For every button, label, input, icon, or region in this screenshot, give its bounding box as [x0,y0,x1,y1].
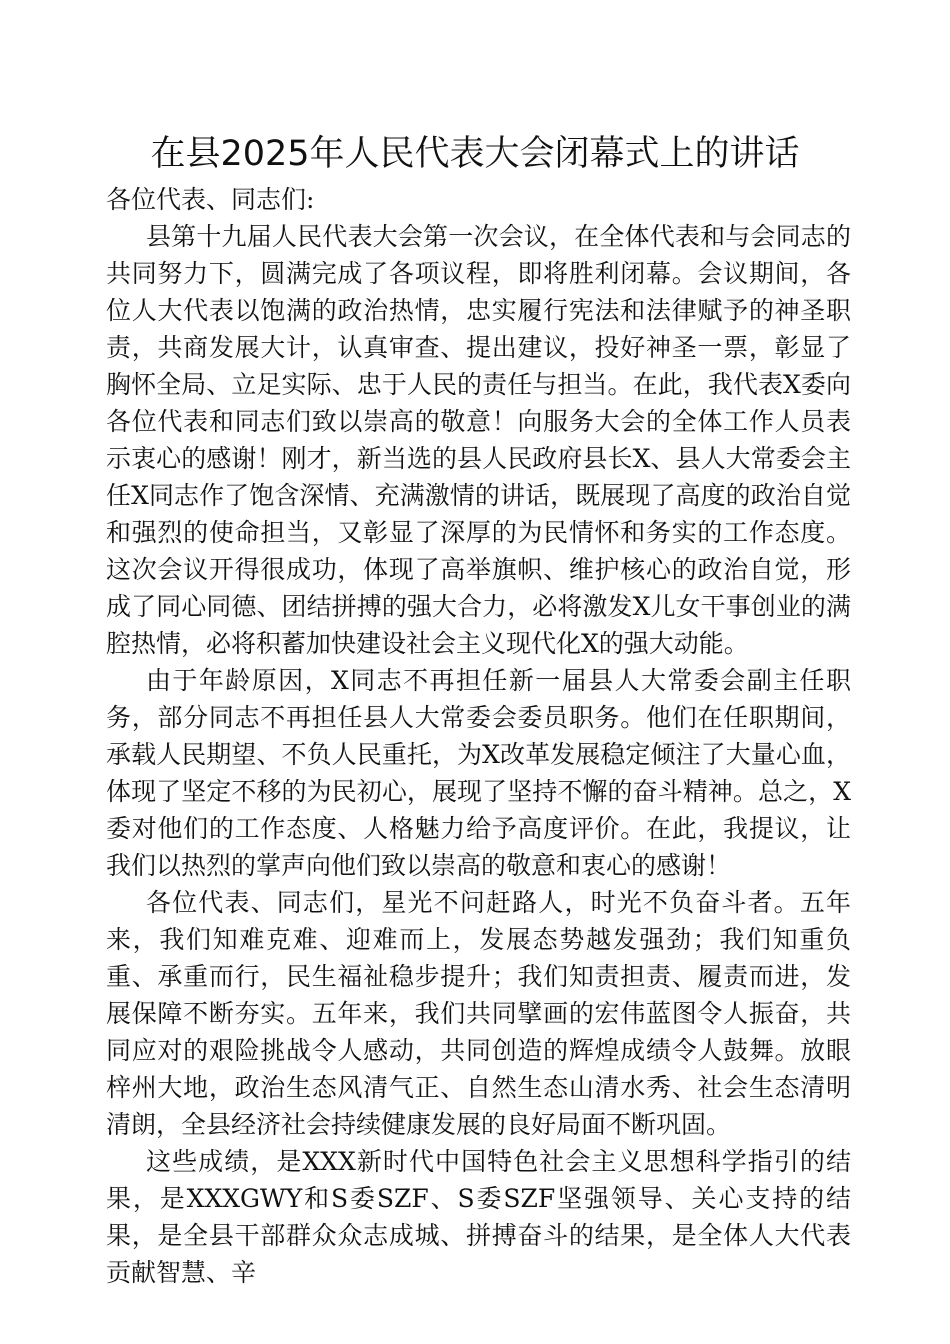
paragraph-2: 由于年龄原因，X同志不再担任新一届县人大常委会副主任职务，部分同志不再担任县人大常委会委员职务。他们在任职期间，承载人民期望、不负人民重托，为X改革发展稳定倾注了大量心血，体现了坚定不移的为民初心，展现了坚持不懈的奋斗精神。总之，X委对他们的工作态度、人格魅力给予高度评价。在此，我提议，让我们以热烈的掌声向他们致以崇高的敬意和衷心的感谢！ [106,666,851,880]
document-body [106,181,851,1291]
document-title: 在县2025年人民代表大会闭幕式上的讲话 [150,134,800,174]
salutation: 各位代表、同志们: [106,185,315,214]
paragraph-1: 县第十九届人民代表大会第一次会议，在全体代表和与会同志的共同努力下，圆满完成了各项议程，即将胜利闭幕。会议期间，各位人大代表以饱满的政治热情，忠实履行宪法和法律赋予的神圣职责，共商发展大计，认真审查、提出建议，投好神圣一票，彰显了胸怀全局、立足实际、忠于人民的责任与担当。在此，我代表X委向各位代表和同志们致以崇高的敬意！向服务大会的全体工作人员表示衷心的感谢！刚才，新当选的县人民政府县长X、县人大常委会主任X同志作了饱含深情、充满激情的讲话，既展现了高度的政治自觉和强烈的使命担当，又彰显了深厚的为民情怀和务实的工作态度。这次会议开得很成功，体现了高举旗帜、维护核心的政治自觉，形成了同心同德、团结拼搏的强大合力，必将激发X儿女干事创业的满腔热情，必将积蓄加快建设社会主义现代化X的强大动能。 [106,222,851,658]
paragraph-3: 各位代表、同志们，星光不问赶路人，时光不负奋斗者。五年来，我们知难克难、迎难而上，发展态势越发强劲；我们知重负重、承重而行，民生福祉稳步提升；我们知责担责、履责而进，发展保障不断夯实。五年来，我们共同擘画的宏伟蓝图令人振奋，共同应对的艰险挑战令人感动，共同创造的辉煌成绩令人鼓舞。放眼梓州大地，政治生态风清气正、自然生态山清水秀、社会生态清明清朗，全县经济社会持续健康发展的良好局面不断巩固。 [106,888,851,1139]
paragraph-4: 这些成绩，是XXX新时代中国特色社会主义思想科学指引的结果，是XXXGWY和S委SZF、S委SZF坚强领导、关心支持的结果，是全县干部群众众志成城、拼搏奋斗的结果，是全体人大代表贡献智慧、辛 [106,1147,851,1287]
